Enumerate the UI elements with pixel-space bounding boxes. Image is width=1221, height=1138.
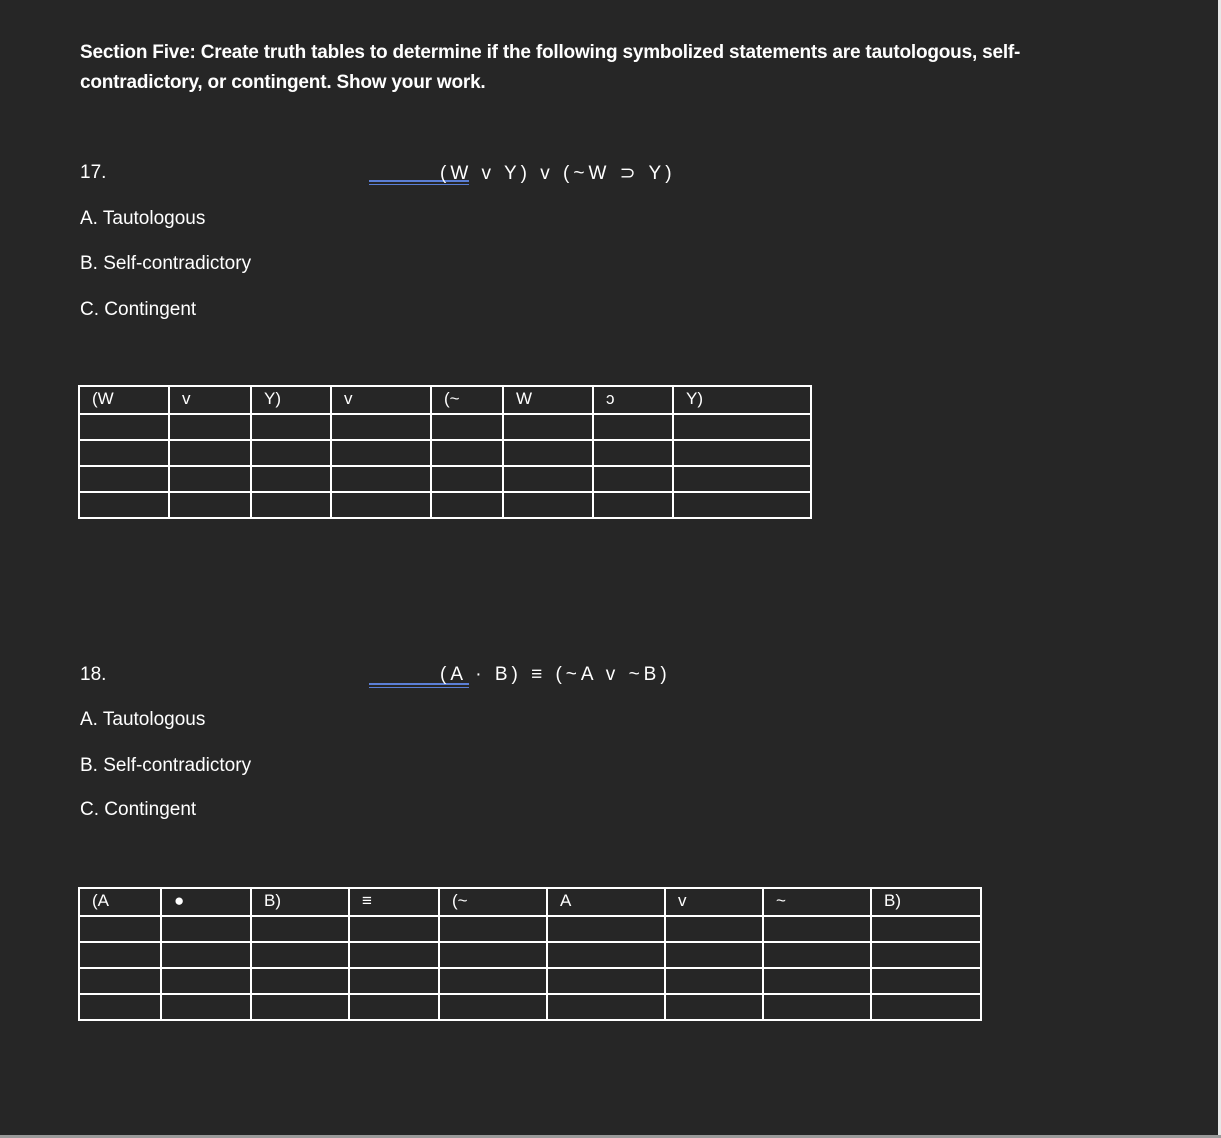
truth-table-cell[interactable] (251, 414, 331, 440)
truth-table-cell[interactable] (439, 942, 547, 968)
truth-table-cell[interactable] (547, 994, 665, 1020)
truth-table-row (79, 942, 981, 968)
truth-table-cell[interactable] (169, 466, 251, 492)
truth-table-header-cell: Y) (673, 386, 811, 414)
truth-table-cell[interactable] (79, 994, 161, 1020)
truth-table-cell[interactable] (593, 466, 673, 492)
truth-table-cell[interactable] (431, 492, 503, 518)
truth-table-cell[interactable] (665, 994, 763, 1020)
truth-table-cell[interactable] (251, 942, 349, 968)
truth-table-header-cell: W (503, 386, 593, 414)
question-17-truth-table (78, 385, 812, 519)
truth-table-row (79, 414, 811, 440)
question-17-number: 17. (80, 162, 107, 183)
truth-table-cell[interactable] (439, 968, 547, 994)
truth-table-cell[interactable] (665, 968, 763, 994)
truth-table-cell[interactable] (871, 968, 981, 994)
truth-table-header-cell: (~ (439, 888, 547, 916)
truth-table-cell[interactable] (251, 440, 331, 466)
truth-table-cell[interactable] (593, 492, 673, 518)
truth-table-cell[interactable] (547, 942, 665, 968)
question-18-truth-table (78, 887, 982, 1021)
truth-table-header-cell: ɔ (593, 386, 673, 414)
truth-table-cell[interactable] (431, 414, 503, 440)
truth-table-cell[interactable] (871, 942, 981, 968)
truth-table-row (79, 492, 811, 518)
truth-table-cell[interactable] (503, 492, 593, 518)
truth-table-cell[interactable] (439, 994, 547, 1020)
truth-table-cell[interactable] (665, 942, 763, 968)
truth-table-cell[interactable] (593, 414, 673, 440)
question-18-formula: (A · B) ≡ (~A v ~B) (440, 664, 671, 685)
truth-table-cell[interactable] (349, 968, 439, 994)
truth-table-header-cell: ● (161, 888, 251, 916)
truth-table-header-cell: Y) (251, 386, 331, 414)
truth-table-cell[interactable] (665, 916, 763, 942)
truth-table-header-cell: B) (871, 888, 981, 916)
truth-table-cell[interactable] (251, 466, 331, 492)
truth-table-header-cell: (A (79, 888, 161, 916)
question-17-option-b[interactable]: B. Self-contradictory (80, 253, 252, 274)
truth-table-cell[interactable] (169, 492, 251, 518)
question-18-option-c[interactable]: C. Contingent (80, 799, 197, 820)
truth-table-header-cell: v (169, 386, 251, 414)
truth-table-cell[interactable] (763, 994, 871, 1020)
truth-table-header-cell: B) (251, 888, 349, 916)
truth-table-cell[interactable] (547, 916, 665, 942)
truth-table-cell[interactable] (503, 440, 593, 466)
truth-table-row (79, 916, 981, 942)
truth-table-cell[interactable] (349, 942, 439, 968)
truth-table-cell[interactable] (331, 440, 431, 466)
truth-table-header-cell: (W (79, 386, 169, 414)
truth-table-cell[interactable] (871, 994, 981, 1020)
truth-table-cell[interactable] (79, 492, 169, 518)
truth-table-cell[interactable] (763, 916, 871, 942)
truth-table-cell[interactable] (79, 440, 169, 466)
truth-table-header-cell: v (331, 386, 431, 414)
truth-table-header-cell: ≡ (349, 888, 439, 916)
truth-table-cell[interactable] (161, 916, 251, 942)
truth-table-cell[interactable] (79, 414, 169, 440)
truth-table-cell[interactable] (431, 466, 503, 492)
truth-table-cell[interactable] (251, 492, 331, 518)
truth-table-cell[interactable] (503, 466, 593, 492)
truth-table-cell[interactable] (871, 916, 981, 942)
question-18-option-a[interactable]: A. Tautologous (80, 709, 206, 730)
truth-table-cell[interactable] (331, 414, 431, 440)
truth-table-cell[interactable] (79, 916, 161, 942)
question-17-option-a[interactable]: A. Tautologous (80, 208, 206, 229)
section-instructions: Section Five: Create truth tables to determine if the following symbolized statements are tautologous, self-contradictory, or contingent. Show your work. (80, 42, 1021, 93)
truth-table-cell[interactable] (593, 440, 673, 466)
truth-table-header-cell: ~ (763, 888, 871, 916)
truth-table-cell[interactable] (673, 414, 811, 440)
truth-table-row (79, 466, 811, 492)
truth-table-cell[interactable] (79, 968, 161, 994)
truth-table-cell[interactable] (673, 440, 811, 466)
truth-table-cell[interactable] (763, 942, 871, 968)
truth-table-cell[interactable] (169, 414, 251, 440)
truth-table-row (79, 968, 981, 994)
truth-table-cell[interactable] (169, 440, 251, 466)
truth-table-cell[interactable] (79, 466, 169, 492)
truth-table-cell[interactable] (431, 440, 503, 466)
truth-table-cell[interactable] (79, 942, 161, 968)
truth-table-header-row (79, 386, 811, 414)
truth-table-row (79, 994, 981, 1020)
question-18-option-b[interactable]: B. Self-contradictory (80, 755, 252, 776)
truth-table-cell[interactable] (331, 492, 431, 518)
truth-table-cell[interactable] (349, 916, 439, 942)
truth-table-cell[interactable] (251, 994, 349, 1020)
truth-table-cell[interactable] (673, 492, 811, 518)
truth-table-cell[interactable] (251, 916, 349, 942)
truth-table-cell[interactable] (503, 414, 593, 440)
truth-table-cell[interactable] (161, 968, 251, 994)
truth-table-header-row (79, 888, 981, 916)
truth-table-header-cell: A (547, 888, 665, 916)
truth-table-cell[interactable] (673, 466, 811, 492)
truth-table-cell[interactable] (547, 968, 665, 994)
truth-table-row (79, 440, 811, 466)
truth-table-cell[interactable] (161, 942, 251, 968)
truth-table-cell[interactable] (161, 994, 251, 1020)
truth-table-cell[interactable] (349, 994, 439, 1020)
question-17-formula: (W v Y) v (~W ⊃ Y) (440, 163, 676, 184)
truth-table-header-cell: (~ (431, 386, 503, 414)
truth-table-cell[interactable] (763, 968, 871, 994)
question-18-number: 18. (80, 664, 107, 685)
truth-table-cell[interactable] (331, 466, 431, 492)
question-17-option-c[interactable]: C. Contingent (80, 299, 197, 320)
truth-table-cell[interactable] (439, 916, 547, 942)
truth-table-cell[interactable] (251, 968, 349, 994)
truth-table-header-cell: v (665, 888, 763, 916)
